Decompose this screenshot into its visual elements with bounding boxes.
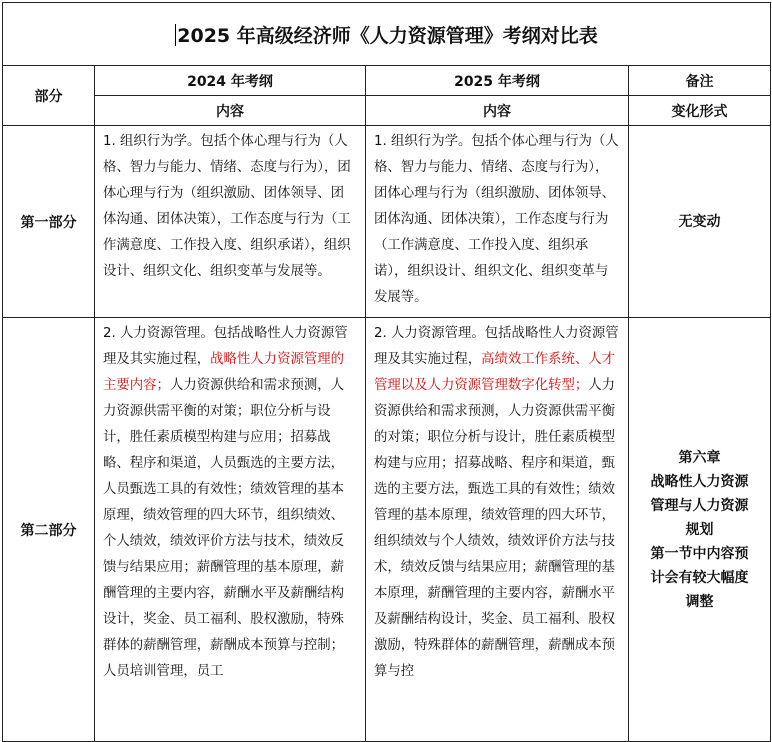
- table-row: [3, 126, 771, 318]
- title-text: 2025 年高级经济师《人力资源管理》考纲对比表: [177, 24, 598, 47]
- content-2024-cell: [95, 318, 366, 742]
- remark-line: 第六章: [678, 449, 721, 466]
- remark-line: 管理与人力资源: [650, 497, 749, 514]
- header-change-type: 变化形式: [629, 96, 771, 126]
- content-2025-text-a: 2. 人力资源管理。包括战略性人力资源管理及其实施过程，: [374, 326, 619, 367]
- content-2025-highlight: 高绩效工作系统、人才管理以及人力资源管理数字化转型；: [374, 352, 616, 393]
- remark-line: 第一节中内容预: [650, 545, 749, 562]
- header-2024: 2024 年考纲: [95, 66, 366, 96]
- content-2025-cell: [366, 126, 629, 318]
- content-2025-text: 1. 组织行为学。包括个体心理与行为（人格、智力与能力、情绪、态度与行为），团体心理与行为（组织激励、团体领导、团体沟通、团体决策），工作态度与行为（工作满意度、工作投入度、组织承诺），组织设计、组织文化、组织变革与发展等。: [374, 134, 619, 305]
- content-2025-text-b: 人力资源供给和需求预测，人力资源供需平衡的对策；职位分析与设计，胜任素质模型构建与应用；招募战略、程序和渠道，甄选的主要方法，甄选工具的有效性；绩效管理的基本原理，绩效管理的四大环节，组织绩效与个人绩效，绩效评价方法与技术，绩效反馈与结果应用；薪酬管理的基本原理，薪酬管理的主要内容，薪酬水平及薪酬结构设计，奖金、员工福利、股权激励，特殊群体的薪酬管理，薪酬成本预算与控: [374, 378, 616, 679]
- content-2024-text: 1. 组织行为学。包括个体心理与行为（人格、智力与能力、情绪、态度与行为），团体心理与行为（组织激励、团体领导、团体沟通、团体决策），工作态度与行为（工作满意度、工作投入度、组织承诺），组织设计、组织文化、组织变革与发展等。: [103, 134, 351, 279]
- content-2024-highlight: 战略性人力资源管理的主要内容；: [103, 352, 345, 393]
- header-content-2024: 内容: [95, 96, 366, 126]
- header-remark: 备注: [629, 66, 771, 96]
- header-content-2025: 内容: [366, 96, 629, 126]
- remark-line: 规划: [685, 521, 714, 538]
- remark-cell: 无变动: [629, 126, 771, 318]
- content-2025-cell: [366, 318, 629, 742]
- part-label: 第二部分: [3, 318, 95, 742]
- comparison-table: [2, 2, 771, 742]
- content-2024-text-a: 2. 人力资源管理。包括战略性人力资源管理及其实施过程，: [103, 326, 348, 367]
- remark-line: 调整: [685, 593, 714, 610]
- content-2024-cell: [95, 126, 366, 318]
- content-2024-text-b: 人力资源供给和需求预测，人力资源供需平衡的对策；职位分析与设计，胜任素质模型构建与应用；招募战略、程序和渠道，人员甄选的主要方法，人员甄选工具的有效性；绩效管理的基本原理，绩效管理的四大环节，组织绩效、个人绩效，绩效评价方法与技术，绩效反馈与结果应用；薪酬管理的基本原理，薪酬管理的主要内容，薪酬水平及薪酬结构设计，奖金、员工福利、股权激励，特殊群体的薪酬管理，薪酬成本预算与控制；人员培训管理，员工: [103, 378, 345, 679]
- remark-line: 计会有较大幅度: [650, 569, 749, 586]
- header-2025: 2025 年考纲: [366, 66, 629, 96]
- header-part: 部分: [3, 66, 95, 126]
- remark-line: 战略性人力资源: [650, 473, 749, 490]
- table-row: [3, 318, 771, 742]
- remark-cell: [629, 318, 771, 742]
- part-label: 第一部分: [3, 126, 95, 318]
- table-title: [3, 3, 771, 66]
